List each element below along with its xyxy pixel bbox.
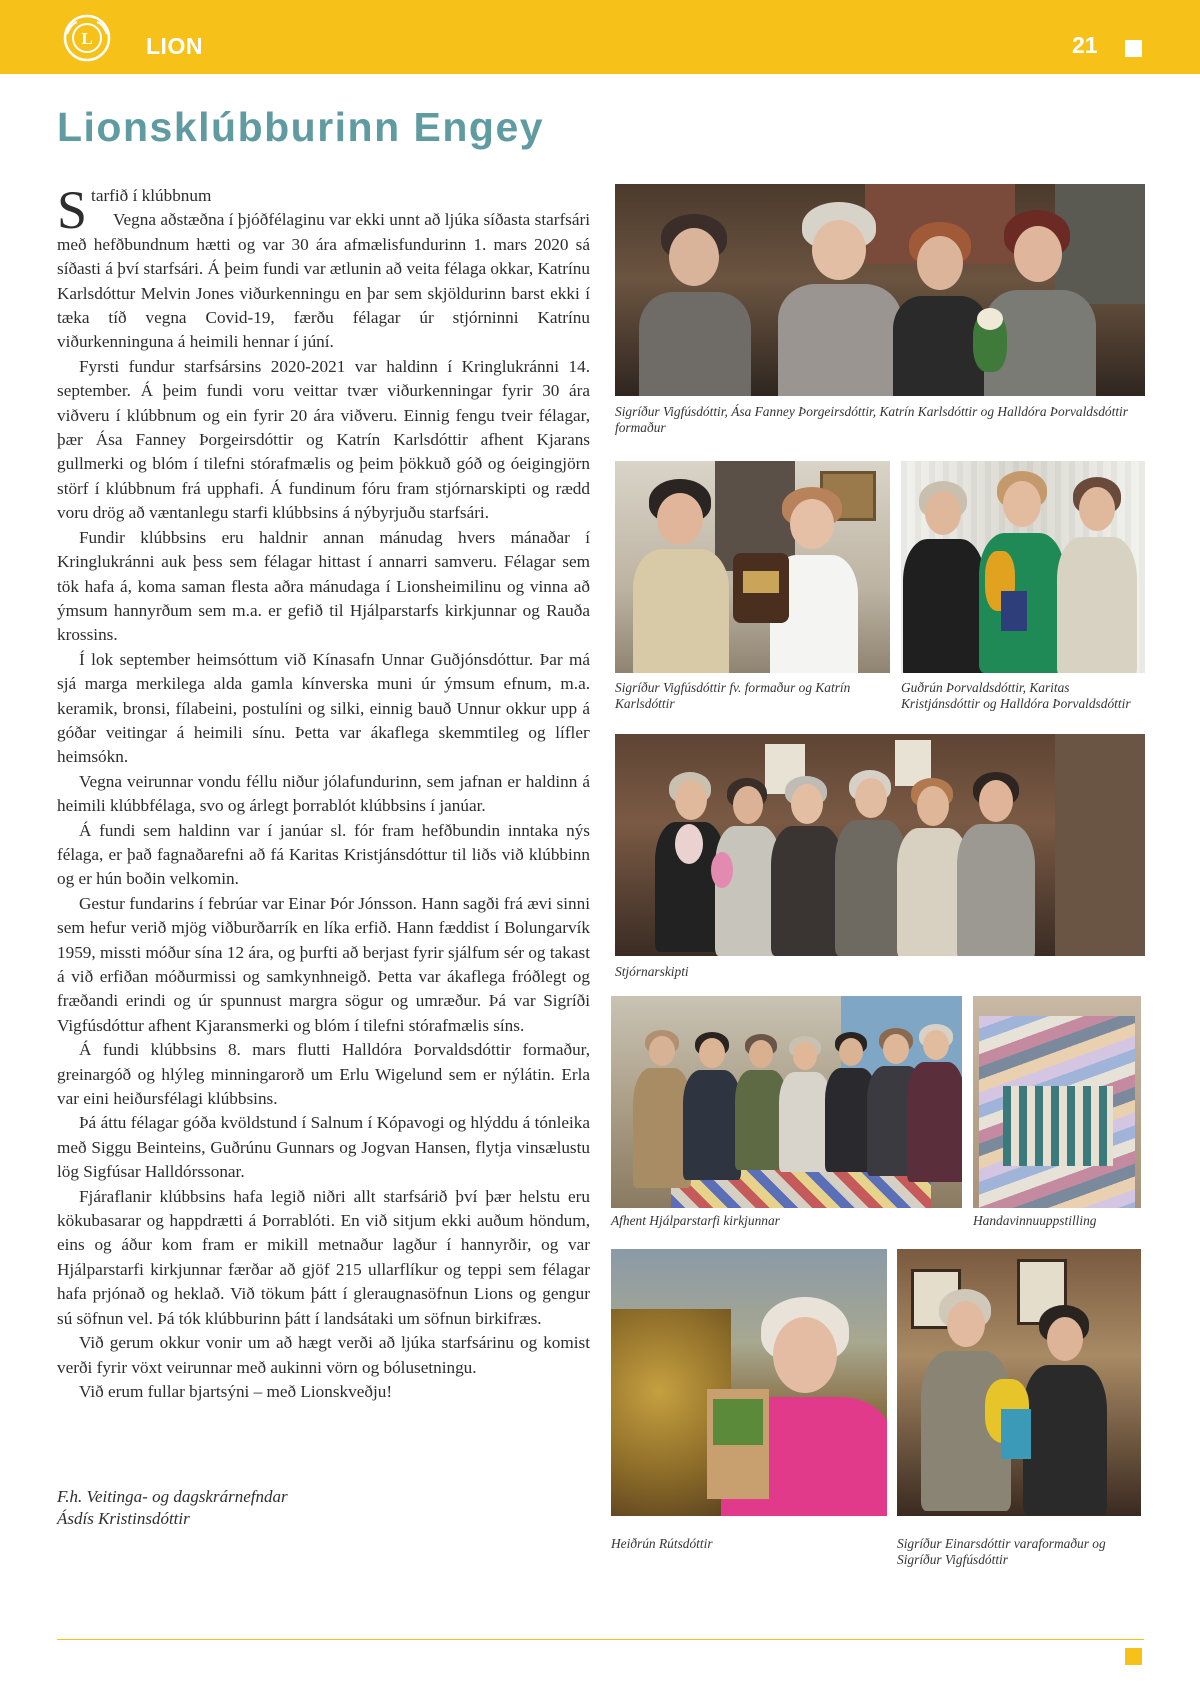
photo-caption: Afhent Hjálparstarfi kirkjunnar xyxy=(611,1213,780,1228)
photo-caption: Sigríður Vigfúsdóttir, Ása Fanney Þorgeirsdóttir, Katrín Karlsdóttir og Halldóra Þorvaldsdóttir formaður xyxy=(615,404,1128,435)
article-paragraph: Fundir klúbbsins eru haldnir annan mánudag hvers mánaðar í Kringlukránni auk þess sem félagar hittast í annarri samveru. Félagar sem tök hafa á, koma saman flesta aðra mánudaga í Lionsheimilinu og vinna að ýmsum hannyrðum sem m.a. er gefið til Hjálparstarfs kirkjunnar og Rauða krossins. xyxy=(57,527,590,645)
subhead-text: tarfið í klúbbnum xyxy=(91,186,212,205)
photo-caption: Handavinnuuppstilling xyxy=(973,1213,1097,1228)
article-subhead xyxy=(57,180,590,240)
article-paragraph: Við gerum okkur vonir um að hægt verði að ljúka starfsárinu og komist verði fyrir vöxt veirunnar með aukinni vörn og bólusetningu. xyxy=(57,1333,590,1377)
article-paragraph: Við erum fullar bjartsýni – með Lionskveðju! xyxy=(79,1381,393,1401)
footer-square-mark xyxy=(1125,1648,1142,1665)
photo-plaque-handover xyxy=(615,461,890,673)
page-number: 21 xyxy=(1072,32,1098,58)
photo-caption: Guðrún Þorvaldsdóttir, Karitas Kristjánsdóttir og Halldóra Þorvaldsdóttir xyxy=(901,680,1131,711)
article-paragraph: Fjáraflanir klúbbsins hafa legið niðri allt starfsárið því þær helstu eru kökubasarar og happdrætti á Þorrablóti. En við sitjum ekki auðum höndum, eins og áður kom fram er mikill metnaður lagður í hannyrðir, og var Hjálparstarfi kirkjunnar færðar að gjöf 215 ullarflíkur og teppi sem félagar hafa prjónað og heklað. Við tökum þátt í gleraugnasöfnun Lions og gengur sú söfnun vel. Þá tók klúbburinn þátt í landsátaki um söfnun birkifræs. xyxy=(57,1186,590,1328)
photo-three-women xyxy=(901,461,1145,673)
signature-author: Ásdís Kristinsdóttir xyxy=(57,1509,190,1528)
photo-church-aid-donation xyxy=(611,996,962,1208)
article-paragraph: Fyrsti fundur starfsársins 2020-2021 var haldinn í Kringlukránni 14. september. Á þeim fundi voru veittar tvær viðurkenningar fyrir 30 ára viðveru í klúbbnum og ein fyrir 20 ára viðveru. Einnig fengu tveir félagar, þær Ása Fanney Þorgeirsdóttir og Katrín Karlsdóttir afhent Kjarans gullmerki og blóm í tilefni stórafmælis og þeim þökkuð góð og óeigingjörn störf í klúbbnum frá upphafi. Á fundinum fóru fram stjórnarskipti og rædd voru drög að væntanlegu starfi klúbbsins á nýbyrjuðu starfsári. xyxy=(57,356,590,523)
photo-flowers-two-women xyxy=(897,1249,1141,1516)
article-paragraph: Á fundi klúbbsins 8. mars flutti Halldóra Þorvaldsdóttir formaður, greinargóð og hlýleg minningarorð um Erlu Wigelund sem er nýlátin. Erla var eini heiðursfélagi klúbbsins. xyxy=(57,1040,590,1109)
photo-caption: Heiðrún Rútsdóttir xyxy=(611,1536,713,1551)
lions-club-emblem-icon xyxy=(63,14,111,62)
article-paragraph: Gestur fundarins í febrúar var Einar Þór Jónsson. Hann sagði frá ævi sinni sem hefur verið mjög viðburðarrík en líka erfið. Hann fæddist í Bolungarvík 1959, missti móður sína 12 ára, og þurfti að berjast fyrir sjálfum sér og takast á við erfiðan móðurmissi og samkynhneigð. Þetta var ákaflega fróðlegt og fræðandi erindi og úr spunnust margra sögur og umræður. Þá var Sigríði Vigfúsdóttur afhent Kjaransmerki og blóm í tilefni stórafmælis síns. xyxy=(57,893,590,1035)
signature-committee: F.h. Veitinga- og dagskrárnefndar xyxy=(57,1487,288,1506)
article-body xyxy=(57,180,590,1404)
article-paragraph: Vegna veirunnar vondu féllu niður jólafundurinn, sem jafnan er haldinn á heimili klúbbfélaga, svo og árlegt þorrablót klúbbsins í janúar. xyxy=(57,771,590,816)
drop-cap: S xyxy=(57,180,88,240)
photo-handicraft-display xyxy=(973,996,1141,1208)
article-signature xyxy=(57,1486,288,1530)
photo-caption: Stjórnarskipti xyxy=(615,964,689,979)
photo-birch-seed xyxy=(611,1249,887,1516)
header-square-mark xyxy=(1125,40,1142,57)
article-paragraph: Í lok september heimsóttum við Kínasafn Unnar Guðjónsdóttur. Þar má sjá marga merkilega alda gamla kínverska muni úr ýmsum efnum, m.a. keramik, bronsi, fílabeini, postulíni og silki, einnig bauð Unnur okkur upp á góðar veitingar á heimili sínu. Þetta var ákaflega skemmtileg og líflег heimsókn. xyxy=(57,649,590,767)
article-paragraph: Þá áttu félagar góða kvöldstund í Salnum í Kópavogi og hlýddu á tónleika með Siggu Beinteins, Guðrúnu Gunnars og Jogvan Hansen, flytja vinsælustu lög Sigfúsar Halldórssonar. xyxy=(57,1113,590,1182)
article-paragraph: Vegna aðstæðna í þjóðfélaginu var ekki unnt að ljúka síðasta starfsári með hefðbundnum hætti og var 30 ára afmælisfundurinn 1. mars 2020 sá síðasti á því starfsári. Á þeim fundi var ætlunin að veita félaga okkar, Katrínu Karlsdóttur Melvin Jones viðurkenningu en þar sem skjöldurinn barst ekki í tæka tíð vegna Covid-19, færðu félagar úr stjórninni Katrínu viðurkenninguna á heimili hennar í júní. xyxy=(57,210,590,352)
photo-award-group xyxy=(615,184,1145,396)
footer-rule xyxy=(57,1639,1144,1640)
article-title: Lionsklúbburinn Engey xyxy=(57,104,545,150)
photo-caption: Sigríður Vigfúsdóttir fv. formaður og Katrín Karlsdóttir xyxy=(615,680,851,711)
page-header xyxy=(0,0,1200,74)
article-paragraph: Á fundi sem haldinn var í janúar sl. fór fram hefðbundin inntaka nýs félaga, er það fagnaðarefni að fá Karitas Kristjánsdóttur til liðs við klúbbinn og er hún boðin velkomin. xyxy=(57,820,590,889)
photo-board-change xyxy=(615,734,1145,956)
photo-caption: Sigríður Einarsdóttir varaformaður og Sigríður Vigfúsdóttir xyxy=(897,1536,1106,1567)
magazine-name: LION xyxy=(146,33,203,59)
svg-text:L: L xyxy=(81,29,93,48)
